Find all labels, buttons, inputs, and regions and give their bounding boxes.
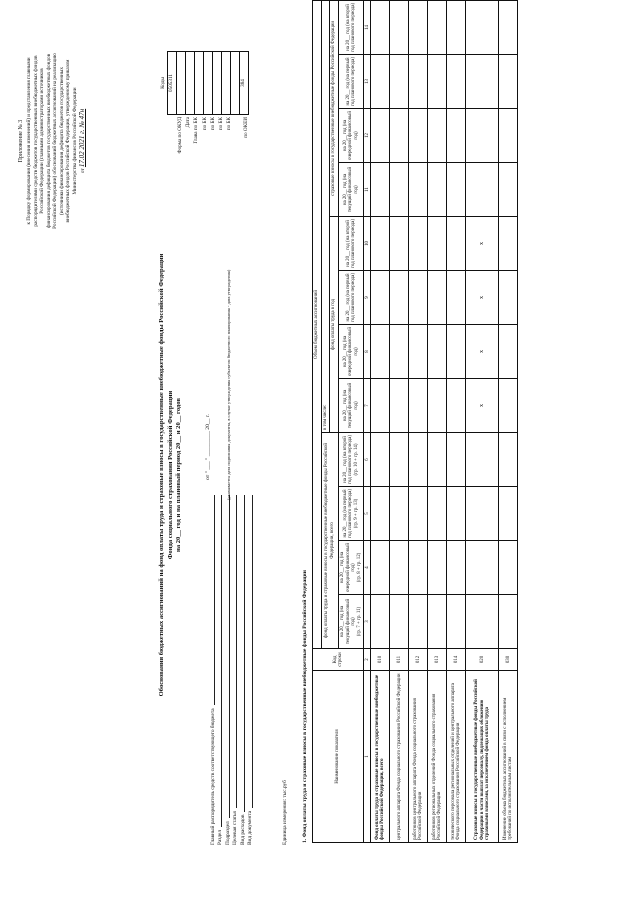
meta-line	[244, 495, 245, 812]
appendix-line: Российской Федерации (главными администраторами источников	[39, 68, 46, 214]
appendix-line: (источники финансирования дефицита бюджетов государственных	[58, 67, 65, 215]
header-year: на 20__ год (на очередной финансовый год) (гр. 8 + гр. 12)	[338, 541, 364, 595]
row-name: Страховые взносы в государственные внебюджетные фонды Российской Федерации в части выплат персоналу, подлежащих обложению страховыми взносами, за исключением фонда оплаты труда	[466, 671, 499, 843]
value-cell[interactable]	[409, 109, 428, 163]
date-line: от " ___ " _________ 20__ г.	[205, 414, 211, 480]
meta-label: Вид расходов	[239, 814, 246, 845]
table-row	[447, 0, 466, 842]
row-code: 011	[390, 649, 409, 671]
code-label: по БК	[226, 117, 233, 131]
value-cell[interactable]	[499, 109, 518, 163]
value-cell[interactable]	[466, 109, 499, 163]
table-body	[364, 0, 518, 842]
value-cell[interactable]	[447, 487, 466, 541]
code-label: по БК	[201, 117, 208, 131]
value-cell[interactable]	[390, 487, 409, 541]
code-label: по ОКЕИ	[242, 117, 249, 138]
code-cell	[195, 52, 204, 115]
code-okei: 384	[240, 52, 249, 115]
value-cell[interactable]	[409, 325, 428, 379]
table-row	[390, 0, 409, 842]
value-cell[interactable]	[428, 379, 447, 433]
value-cell[interactable]	[466, 163, 499, 217]
value-cell[interactable]	[447, 217, 466, 271]
header-including: в том числе:	[321, 0, 330, 432]
column-number: 4	[364, 541, 371, 595]
value-cell[interactable]	[428, 109, 447, 163]
row-code: 013	[428, 649, 447, 671]
row-code: 014	[447, 649, 466, 671]
value-cell[interactable]	[371, 163, 390, 217]
value-cell[interactable]	[428, 0, 447, 54]
column-number: 7	[364, 379, 371, 433]
header-year: на 20__ год (на первый год планового периода)	[338, 271, 364, 325]
value-cell[interactable]	[447, 55, 466, 109]
value-cell[interactable]	[466, 541, 499, 595]
value-cell[interactable]	[409, 433, 428, 487]
value-cell[interactable]	[428, 55, 447, 109]
value-cell[interactable]	[390, 433, 409, 487]
header-year: на 20__ год (на первый год планового периода) (гр. 9 + гр. 13)	[338, 487, 364, 541]
unit-label: Единица измерения:	[282, 798, 288, 845]
meta-line	[229, 495, 230, 818]
codes-table	[160, 51, 249, 115]
meta-block	[208, 495, 254, 845]
not-applicable-mark[interactable]: x	[466, 325, 499, 379]
table-row	[428, 0, 447, 842]
value-cell[interactable]	[466, 0, 499, 54]
row-name: Фонд оплаты труда и страховые взносы в государственные внебюджетные фонды Российской Федерации, всего	[371, 671, 390, 843]
code-label: Дата	[185, 117, 192, 128]
column-numbers-row	[364, 0, 371, 842]
header-code: Код строки	[313, 649, 364, 671]
value-cell[interactable]	[428, 487, 447, 541]
value-cell[interactable]	[390, 109, 409, 163]
value-cell[interactable]	[447, 595, 466, 649]
column-number: 12	[364, 109, 371, 163]
appendix-date-value: 17.02 2021 г. № 47н	[78, 108, 87, 168]
code-cell	[177, 52, 186, 115]
heading-line-3: на 20__ год и на плановый период 20__ и 20__ годов	[175, 398, 183, 552]
header-group-payroll: фонд оплаты труда в год	[330, 217, 339, 433]
header-year: на 20__ год (на очередной финансовый год)	[338, 109, 364, 163]
value-cell[interactable]	[390, 541, 409, 595]
header-year: на 20__ год (на текущий финансовый год) (гр. 7 + гр. 11)	[338, 595, 364, 649]
value-cell[interactable]	[499, 55, 518, 109]
value-cell[interactable]	[371, 433, 390, 487]
value-cell[interactable]	[499, 217, 518, 271]
row-name: центрального аппарата Фонда социального страхования Российской Федерации	[390, 671, 409, 843]
appendix-line: Российской Федерации) обоснований бюджетных ассигнований на реализацию	[52, 53, 59, 229]
not-applicable-mark[interactable]: x	[466, 271, 499, 325]
value-cell[interactable]	[390, 379, 409, 433]
value-cell[interactable]	[447, 433, 466, 487]
header-year: на 20__ год (на первый год планового периода)	[338, 55, 364, 109]
row-code: 020	[466, 649, 499, 671]
value-cell[interactable]	[390, 595, 409, 649]
code-cell	[231, 52, 240, 115]
value-cell[interactable]	[499, 325, 518, 379]
appendix-date-prefix: от	[80, 168, 87, 174]
value-cell[interactable]	[390, 55, 409, 109]
value-cell[interactable]	[428, 271, 447, 325]
row-name: работников региональных отделений Фонда социального страхования Российской Федерации	[428, 671, 447, 843]
value-cell[interactable]	[447, 271, 466, 325]
value-cell[interactable]	[371, 217, 390, 271]
value-cell[interactable]	[371, 0, 390, 54]
value-cell[interactable]	[371, 325, 390, 379]
value-cell[interactable]	[447, 325, 466, 379]
table-row	[466, 0, 499, 842]
header-name: Наименование показателя	[313, 671, 364, 843]
value-cell[interactable]	[428, 217, 447, 271]
value-cell[interactable]	[371, 271, 390, 325]
code-label: Глава по БК	[193, 117, 200, 144]
code-cell	[204, 52, 213, 115]
appendix-line: финансирования дефицита бюджетов государственных внебюджетных фондов	[45, 53, 52, 229]
value-cell[interactable]	[499, 433, 518, 487]
header-year: на 20__ год (на второй год планового периода)	[338, 217, 364, 271]
value-cell[interactable]	[428, 163, 447, 217]
value-cell[interactable]	[390, 325, 409, 379]
allocations-table	[312, 0, 518, 843]
value-cell[interactable]	[390, 163, 409, 217]
value-cell[interactable]	[447, 379, 466, 433]
value-cell[interactable]	[466, 487, 499, 541]
row-name: работников центрального аппарата Фонда социального страхования Российской Федерации	[409, 671, 428, 843]
header-year: на 20__ год (на второй год планового периода)	[338, 0, 364, 54]
value-cell[interactable]	[499, 379, 518, 433]
appendix-date	[78, 17, 87, 265]
appendix-line: распорядителями средств бюджетов государственных внебюджетных фондов	[32, 55, 39, 227]
header-group-insurance: страховые взносы в государственные внебюджетные фонды Российской Федерации	[330, 0, 339, 216]
value-cell[interactable]	[466, 433, 499, 487]
heading-line-2: Фонда социального страхования Российской Федерации	[166, 390, 174, 560]
code-cell	[186, 52, 195, 115]
value-cell[interactable]	[371, 379, 390, 433]
value-cell[interactable]	[371, 487, 390, 541]
column-number: 9	[364, 271, 371, 325]
value-cell[interactable]	[466, 595, 499, 649]
meta-label: Подраздел	[224, 821, 231, 845]
value-cell[interactable]	[428, 541, 447, 595]
value-cell[interactable]	[371, 595, 390, 649]
value-cell[interactable]	[409, 541, 428, 595]
value-cell[interactable]	[409, 487, 428, 541]
row-name: Изменение объема бюджетных ассигнований в связи с исполнением требований по исполнительным листам	[499, 671, 518, 843]
row-code: 030	[499, 649, 518, 671]
value-cell[interactable]	[466, 55, 499, 109]
value-cell[interactable]	[447, 163, 466, 217]
column-number: 5	[364, 487, 371, 541]
code-label	[233, 117, 241, 205]
table-row	[499, 0, 518, 842]
header-group-total: фонд оплаты труда и страховые взносы в государственные внебюджетные фонды Российской Федерации, всего	[321, 433, 338, 649]
value-cell[interactable]	[371, 55, 390, 109]
appendix-block	[18, 17, 87, 265]
value-cell[interactable]	[409, 271, 428, 325]
value-cell[interactable]	[409, 217, 428, 271]
value-cell[interactable]	[390, 0, 409, 54]
unit-value: тыс.руб	[282, 780, 288, 798]
code-form: 0505311	[168, 52, 177, 115]
code-label: Форма по ОКУД	[177, 117, 183, 154]
header-year: на 20__ год (на текущий финансовый год)	[338, 379, 364, 433]
meta-label: Целевая статья	[232, 811, 239, 845]
code-cell	[222, 52, 231, 115]
value-cell[interactable]	[371, 541, 390, 595]
header-year: на 20__ год (на второй год планового периода) (гр. 10 + гр. 14)	[338, 433, 364, 487]
date-caption: (указывается дата подписания документа, в случае утверждения субъектом бюджетного планирования - дата утверждения)	[226, 269, 231, 500]
unit-of-measure	[282, 780, 288, 845]
value-cell[interactable]	[499, 163, 518, 217]
row-code: 010	[371, 649, 390, 671]
value-cell[interactable]	[390, 217, 409, 271]
value-cell[interactable]	[499, 541, 518, 595]
code-label: по БК	[218, 117, 225, 131]
meta-line	[214, 495, 215, 705]
value-cell[interactable]	[409, 0, 428, 54]
value-cell[interactable]	[390, 271, 409, 325]
code-label: по БК	[209, 117, 216, 131]
value-cell[interactable]	[447, 541, 466, 595]
not-applicable-mark[interactable]: x	[466, 217, 499, 271]
row-code: 012	[409, 649, 428, 671]
value-cell[interactable]	[409, 55, 428, 109]
codes-header: Коды	[159, 77, 166, 89]
meta-line	[252, 495, 253, 808]
value-cell[interactable]	[428, 433, 447, 487]
table-row	[371, 0, 390, 842]
value-cell[interactable]	[447, 0, 466, 54]
meta-label: Раздел	[217, 830, 224, 845]
value-cell[interactable]	[428, 595, 447, 649]
value-cell[interactable]	[499, 271, 518, 325]
appendix-line: Министерства финансов Российской Федерации	[71, 87, 78, 195]
column-number: 6	[364, 433, 371, 487]
value-cell[interactable]	[499, 487, 518, 541]
appendix-title: Приложение № 3	[18, 119, 24, 163]
header-year: на 20__ год (на текущий финансовый год)	[338, 163, 364, 217]
section-title: 1. Фонд оплаты труда и страховые взносы в государственные внебюджетные фонды Российской Федерации	[302, 570, 308, 843]
value-cell[interactable]	[447, 109, 466, 163]
row-name: технического персонала региональных отделений и центрального аппарата Фонда социального страхования Российской Федерации	[447, 671, 466, 843]
column-number: 8	[364, 325, 371, 379]
meta-line	[221, 495, 222, 827]
column-number: 1	[364, 671, 371, 843]
value-cell[interactable]	[409, 595, 428, 649]
meta-label: Вид документа	[247, 810, 254, 845]
not-applicable-mark[interactable]: x	[466, 379, 499, 433]
column-number: 13	[364, 55, 371, 109]
table-row	[409, 0, 428, 842]
header-total: Объем бюджетных ассигнований	[313, 0, 322, 648]
code-cell	[213, 52, 222, 115]
column-number: 10	[364, 217, 371, 271]
appendix-line: к Порядку формирования (внесения изменений) и представления главными	[26, 57, 33, 225]
value-cell[interactable]	[499, 0, 518, 54]
column-number: 2	[364, 649, 371, 671]
meta-line	[236, 495, 237, 808]
column-number: 14	[364, 0, 371, 54]
value-cell[interactable]	[409, 379, 428, 433]
document-heading	[158, 195, 184, 755]
value-cell[interactable]	[428, 325, 447, 379]
value-cell[interactable]	[371, 109, 390, 163]
column-number: 3	[364, 595, 371, 649]
heading-line-1: Обоснования бюджетных ассигнований на фонд оплаты труда и страховые взносы в государственные внебюджетные фонды Российской Федерации	[158, 253, 165, 697]
header-year: на 20__ год (на очередной финансовый год)	[338, 325, 364, 379]
code-labels	[176, 117, 250, 205]
value-cell[interactable]	[409, 163, 428, 217]
column-number: 11	[364, 163, 371, 217]
value-cell[interactable]	[499, 595, 518, 649]
meta-label: Главный распорядитель средств соответствующего бюджета	[209, 708, 216, 845]
appendix-line: внебюджетных фондов Российской Федерации, утвержденному приказом	[65, 59, 72, 223]
